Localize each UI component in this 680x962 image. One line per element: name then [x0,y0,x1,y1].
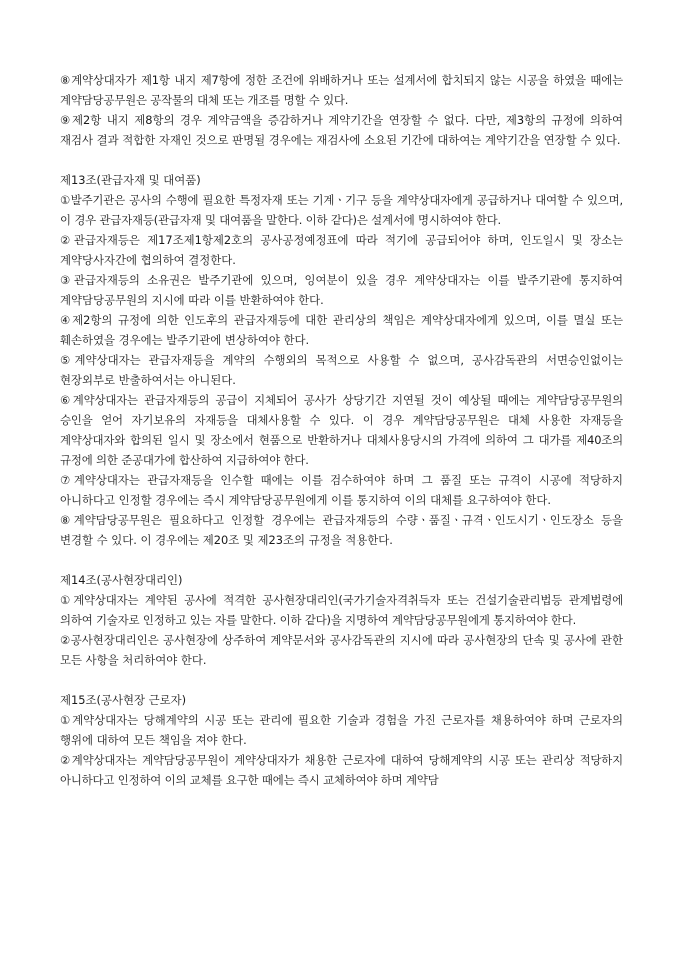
article-14-para-2: ②공사현장대리인은 공사현장에 상주하여 계약문서와 공사감독관의 지시에 따라 공사현장의 단속 및 공사에 관한 모든 사항을 처리하여야 한다. [60,633,623,667]
article-14-para-1: ①계약상대자는 계약된 공사에 적격한 공사현장대리인(국가기술자격취득자 또는 건설기술관리법등 관계법령에 의하여 기술자로 인정하고 있는 자를 말한다. 이하 같다)을 지명하여 계약담당공무원에게 통지하여야 한다. [60,593,623,627]
paragraph-8-intro: ⑧계약상대자가 제1항 내지 제7항에 정한 조건에 위배하거나 또는 설계서에 합치되지 않는 시공을 하였을 때에는 계약담당공무원은 공작물의 대체 또는 개조를 명할 수 있다. [60,73,623,107]
article-13-para-2: ②관급자재등은 제17조제1항제2호의 공사공정예정표에 따라 적기에 공급되어야 하며, 인도일시 및 장소는 계약당사자간에 협의하여 결정한다. [60,233,623,267]
section-gap [60,150,623,170]
article-13-para-5: ⑤계약상대자는 관급자재등을 계약의 수행외의 목적으로 사용할 수 없으며, 공사감독관의 서면승인없이는 현장외부로 반출하여서는 아니된다. [60,353,623,387]
article-13-heading: 제13조(관급자재 및 대여품) [60,173,201,187]
section-gap [60,550,623,570]
article-13-para-8: ⑧계약담당공무원은 필요하다고 인정할 경우에는 관급자재등의 수량ㆍ품질ㆍ규격ㆍ인도시기ㆍ인도장소 등을 변경할 수 있다. 이 경우에는 제20조 및 제23조의 규정을 적용한다. [60,513,623,547]
article-13-para-7: ⑦계약상대자는 관급자재등을 인수할 때에는 이를 검수하여야 하며 그 품질 또는 규격이 시공에 적당하지 아니하다고 인정할 경우에는 즉시 계약담당공무원에게 이를 통지하여 이의 대체를 요구하여야 한다. [60,473,623,507]
article-13-para-6: ⑥계약상대자는 관급자재등의 공급이 지체되어 공사가 상당기간 지연될 것이 예상될 때에는 계약담당공무원의 승인을 얻어 자기보유의 자재등을 대체사용할 수 있다. 이 경우 계약담당공무원은 대체 사용한 자재등을 계약상대자와 합의된 일시 및 장소에서 현품으로 반환하거나 대체사용당시의 가격에 의하여 그 대가를 제40조의 규정에 의한 준공대가에 합산하여 지급하여야 한다. [60,393,623,467]
article-15-heading: 제15조(공사현장 근로자) [60,693,187,707]
article-13-para-4: ④제2항의 규정에 의한 인도후의 관급자재등에 대한 관리상의 책임은 계약상대자에게 있으며, 이를 멸실 또는 훼손하였을 경우에는 발주기관에 변상하여야 한다. [60,313,623,347]
article-15-para-1: ①계약상대자는 당해계약의 시공 또는 관리에 필요한 기술과 경험을 가진 근로자를 채용하여야 하며 근로자의 행위에 대하여 모든 책임을 져야 한다. [60,713,623,747]
article-13-para-3: ③관급자재등의 소유권은 발주기관에 있으며, 잉여분이 있을 경우 계약상대자는 이를 발주기관에 통지하여 계약담당공무원의 지시에 따라 이를 반환하여야 한다. [60,273,623,307]
article-15-para-2: ②계약상대자는 계약담당공무원이 계약상대자가 채용한 근로자에 대하여 당해계약의 시공 또는 관리상 적당하지 아니하다고 인정하여 이의 교체를 요구한 때에는 즉시 교체하여야 하며 계약담 [60,753,623,787]
section-gap [60,670,623,690]
article-13-para-1: ①발주기관은 공사의 수행에 필요한 특정자재 또는 기계ㆍ기구 등을 계약상대자에게 공급하거나 대여할 수 있으며, 이 경우 관급자재등(관급자재 및 대여품을 말한다. 이하 같다)은 설계서에 명시하여야 한다. [60,193,623,227]
document-page [60,70,623,790]
paragraph-9-intro: ⑨제2항 내지 제8항의 경우 계약금액을 증감하거나 계약기간을 연장할 수 없다. 다만, 제3항의 규정에 의하여 재검사 결과 적합한 자재인 것으로 판명될 경우에는 재검사에 소요된 기간에 대하여는 계약기간을 연장할 수 있다. [60,113,623,147]
article-14-heading: 제14조(공사현장대리인) [60,573,183,587]
